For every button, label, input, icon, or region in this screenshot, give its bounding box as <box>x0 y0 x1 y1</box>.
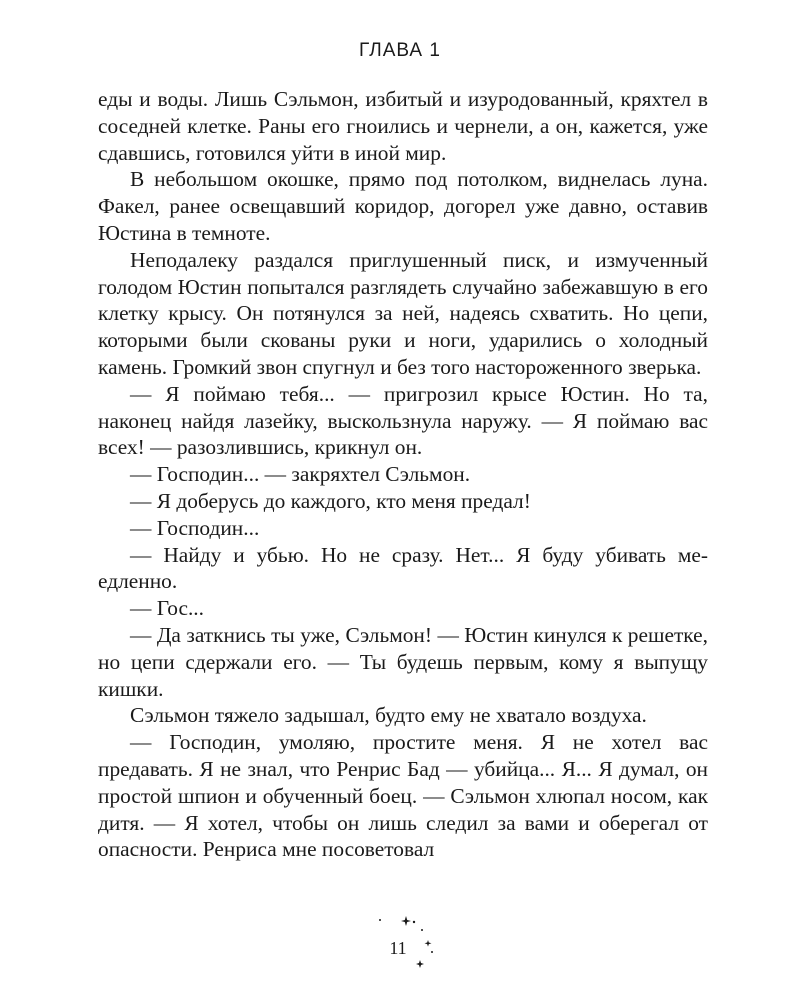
paragraph: — Господин... <box>130 515 260 540</box>
paragraph: — Господин... — закряхтел Сэльмон. <box>130 462 471 487</box>
paragraph: — Я поймаю тебя... — пригрозил крысе Юстин. Но та, наконец найдя лазейку, выскользнула наружу. — Я поймаю вас всех! — разозлившись, крикнул он. <box>98 381 708 460</box>
body-text <box>98 86 708 863</box>
paragraph: В небольшом окошке, прямо под потолком, виднелась луна. Факел, ранее освещавший коридор, догорел уже давно, оставив Юстина в темноте. <box>98 167 708 245</box>
paragraph: Неподалеку раздался приглушенный писк, и измученный голодом Юстин попытался разглядеть случайно забежавшую в его клетку крысу. Он потянулся за ней, надеясь схватить. Но цепи, которыми были скованы руки и ноги, ударились о холодный камень. Громкий звон спугнул и без того настороженного зверька. <box>98 247 708 379</box>
paragraph: еды и воды. Лишь Сэльмон, избитый и изуродованный, кряхтел в соседней клетке. Раны его гноились и чернели, а он, кажется, уже сдавшись, готовился уйти в иной мир. <box>98 87 708 165</box>
page-number: 11 <box>389 938 407 958</box>
paragraph: — Господин, умоляю, простите меня. Я не хотел вас предавать. Я не знал, что Ренрис Бад — убийца... Я... Я думал, он простой шпион и обученный боец. — Сэльмон хлюпал носом, как дитя. — Я хотел, чтобы он лишь следил за вами и оберегал от опасности. Ренриса мне посоветовал <box>98 730 708 862</box>
chapter-header: ГЛАВА 1 <box>359 40 441 61</box>
paragraph: — Найду и убью. Но не сразу. Нет... Я буду убивать ме-едленно. <box>98 542 708 594</box>
page-footer <box>350 912 450 982</box>
paragraph: Сэльмон тяжело задышал, будто ему не хватало воздуха. <box>130 703 647 728</box>
paragraph: — Гос... <box>130 596 204 621</box>
paragraph: — Я доберусь до каждого, кто меня предал! <box>130 488 531 513</box>
paragraph: — Да заткнись ты уже, Сэльмон! — Юстин кинулся к решетке, но цепи сдержали его. — Ты будешь первым, кому я выпущу кишки. <box>98 622 708 701</box>
